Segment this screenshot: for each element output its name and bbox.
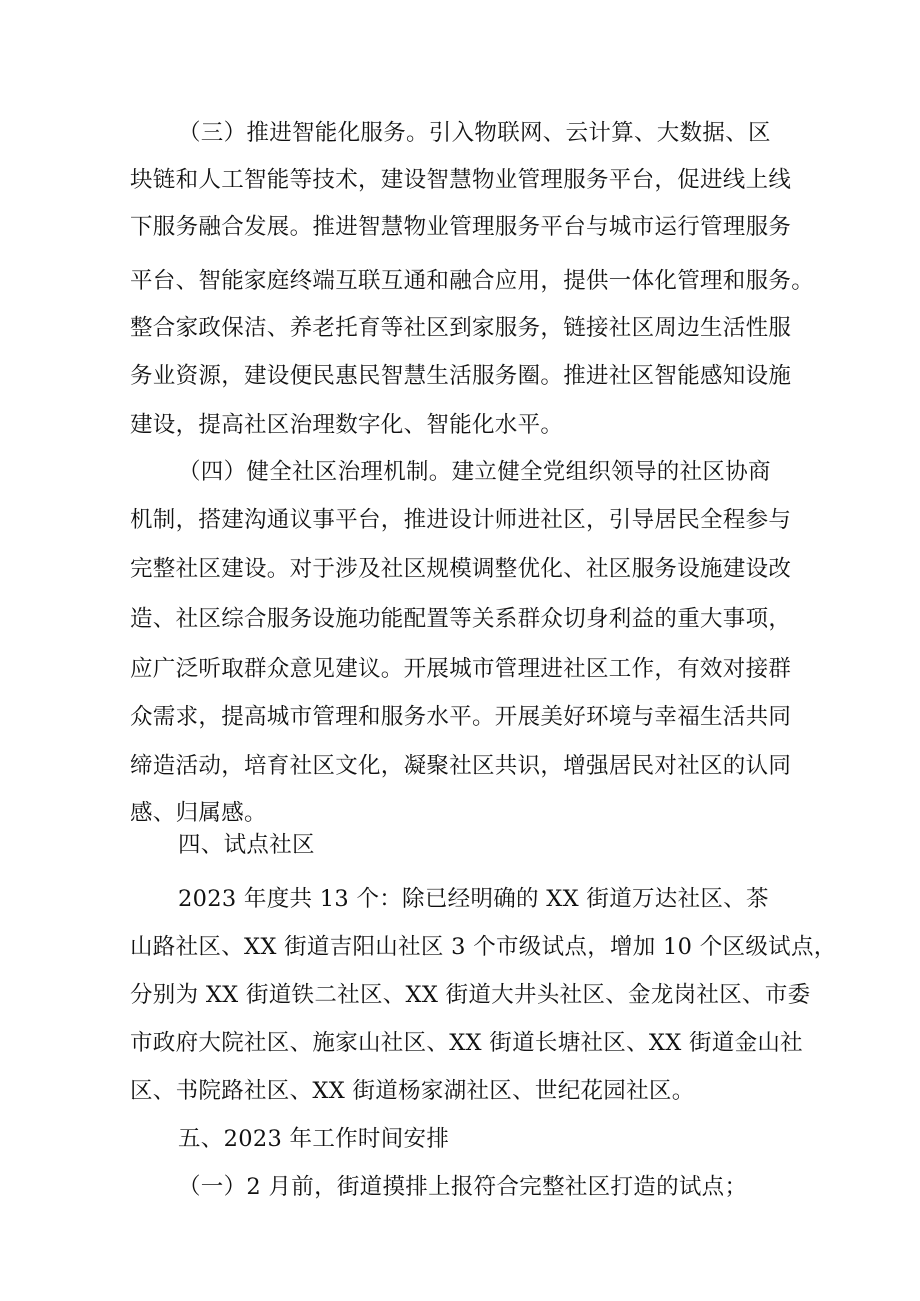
paragraph-line: 机制，搭建沟通议事平台，推进设计师进社区，引导居民全程参与	[130, 507, 792, 533]
paragraph-line: （三）推进智能化服务。引入物联网、云计算、大数据、区	[178, 120, 771, 146]
paragraph-line: 区、书院路社区、XX 街道杨家湖社区、世纪花园社区。	[130, 1078, 695, 1104]
paragraph-line: 块链和人工智能等技术，建设智慧物业管理服务平台，促进线上线	[130, 167, 792, 193]
paragraph-line: 感、归属感。	[130, 800, 267, 826]
section-heading: 四、试点社区	[178, 832, 315, 858]
paragraph-line: 整合家政保洁、养老托育等社区到家服务，链接社区周边生活性服	[130, 315, 792, 341]
paragraph-line: 建设，提高社区治理数字化、智能化水平。	[130, 412, 564, 438]
paragraph-line: 众需求，提高城市管理和服务水平。开展美好环境与幸福生活共同	[130, 704, 792, 730]
paragraph-line: 缔造活动，培育社区文化，凝聚社区共识，增强居民对社区的认同	[130, 753, 792, 779]
paragraph-line: 2023 年度共 13 个：除已经明确的 XX 街道万达社区、茶	[178, 886, 769, 912]
paragraph-line: 下服务融合发展。推进智慧物业管理服务平台与城市运行管理服务	[130, 214, 792, 240]
paragraph-line: 务业资源，建设便民惠民智慧生活服务圈。推进社区智能感知设施	[130, 363, 792, 389]
paragraph-line: 平台、智能家庭终端互联互通和融合应用，提供一体化管理和服务。	[130, 268, 815, 294]
list-item: （一）2 月前，街道摸排上报符合完整社区打造的试点；	[178, 1174, 748, 1200]
paragraph-line: 市政府大院社区、施家山社区、XX 街道长塘社区、XX 街道金山社	[130, 1030, 803, 1056]
paragraph-line: （四）健全社区治理机制。建立健全党组织领导的社区协商	[178, 459, 771, 485]
paragraph-line: 分别为 XX 街道铁二社区、XX 街道大井头社区、金龙岗社区、市委	[130, 982, 811, 1008]
paragraph-line: 造、社区综合服务设施功能配置等关系群众切身利益的重大事项，	[130, 606, 792, 632]
paragraph-line: 山路社区、XX 街道吉阳山社区 3 个市级试点，增加 10 个区级试点，	[130, 934, 837, 960]
section-heading: 五、2023 年工作时间安排	[178, 1126, 450, 1152]
paragraph-line: 应广泛听取群众意见建议。开展城市管理进社区工作，有效对接群	[130, 656, 792, 682]
paragraph-line: 完整社区建设。对于涉及社区规模调整优化、社区服务设施建设改	[130, 556, 792, 582]
